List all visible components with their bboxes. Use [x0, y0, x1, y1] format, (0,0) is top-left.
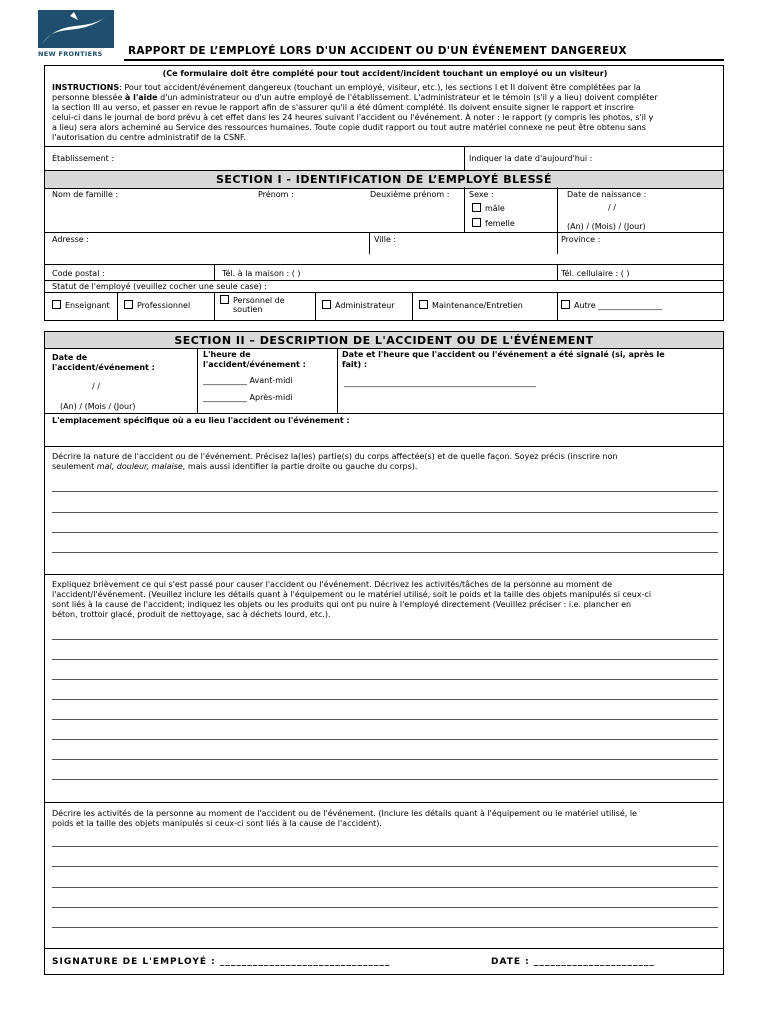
checkbox-icon[interactable]	[472, 218, 481, 227]
sex-male-option[interactable]: mâle	[472, 203, 505, 214]
postal-code-field[interactable]: Code postal :	[52, 269, 105, 278]
logo	[38, 10, 118, 60]
status-professional-option[interactable]: Professionnel	[124, 300, 190, 311]
accident-time-label: L'heure de	[203, 350, 251, 359]
instructions-label: INSTRUCTIONS	[52, 83, 120, 92]
location-field[interactable]: L'emplacement spécifique où a eu lieu l'accident ou l'événement :	[52, 416, 350, 425]
reported-label: Date et l'heure que l'accident ou l'événement a été signalé (si, après le	[342, 350, 665, 359]
reported-label: fait) :	[342, 360, 368, 369]
last-name-field[interactable]: Nom de famille :	[52, 190, 119, 199]
status-other-option[interactable]: Autre ________________	[561, 300, 662, 311]
instructions-text: : Pour tout accident/événement dangereux (touchant un employé, visiteur, etc.), les sections I et II doivent être complétées par la	[119, 83, 641, 92]
activities-instructions: Décrire les activités de la personne au moment de l'accident ou de l'événement. (Inclure les détails quant à l'équipement ou le matériel utilisé, le poids et la taille des objets manipulés si ceux-ci sont liés à la cause de l'accident).	[52, 809, 637, 828]
checkbox-icon[interactable]	[52, 300, 61, 309]
cell-phone-field[interactable]: Tél. cellulaire : ( )	[561, 269, 630, 278]
section-i-title: SECTION I - IDENTIFICATION DE L’EMPLOYÉ BLESSÉ	[216, 173, 552, 186]
instructions-text: l'autorisation du centre administratif de la CSNF.	[52, 133, 246, 142]
time-pm-field[interactable]: ___________ Après-midi	[203, 393, 293, 402]
sex-female-option[interactable]: femelle	[472, 218, 515, 229]
instructions-text: personne blessée	[52, 93, 125, 102]
form-section-ii-frame	[44, 331, 724, 975]
instructions-text: a lieu) sera alors acheminé au Service des ressources humaines. Toute copie dudit rapport ou tout autre matériel connexe ne peut être obtenu sans	[52, 123, 646, 132]
city-field[interactable]: Ville :	[374, 235, 397, 244]
employee-signature-field[interactable]: SIGNATURE DE L'EMPLOYÉ : _______________________________	[52, 957, 391, 967]
dob-slashes: / /	[608, 203, 616, 212]
status-teacher-option[interactable]: Enseignant	[52, 300, 110, 311]
accident-date-format: (An) / (Mois / (Jour)	[60, 402, 136, 411]
sex-label: Sexe :	[469, 190, 494, 199]
establishment-field[interactable]: Établissement :	[52, 154, 115, 163]
instructions-text: d'un administrateur ou d'un autre employé de l'établissement. L'administrateur et le témoin (s'il y a lieu) doivent compléter	[157, 93, 658, 102]
accident-date-label: Date de	[52, 353, 88, 362]
instructions-emphasis: à l'aide	[124, 93, 158, 102]
nature-instructions: Décrire la nature de l'accident ou de l'événement. Précisez la(les) partie(s) du corps affectée(s) et de quelle façon. Soyez précis (inscrire non seulement mal, douleur, malaise, mais aussi identifier la partie droite ou gauche du corps).	[52, 452, 618, 471]
dob-field[interactable]: Date de naissance :	[567, 190, 647, 199]
home-phone-field[interactable]: Tél. à la maison : ( )	[222, 269, 301, 278]
logo-swoosh-icon	[38, 10, 114, 48]
checkbox-icon[interactable]	[419, 300, 428, 309]
checkbox-icon[interactable]	[124, 300, 133, 309]
status-maintenance-option[interactable]: Maintenance/Entretien	[419, 300, 523, 311]
middle-name-field[interactable]: Deuxième prénom :	[370, 190, 450, 199]
checkbox-icon[interactable]	[472, 203, 481, 212]
first-name-field[interactable]: Prénom :	[258, 190, 294, 199]
cause-instructions: Expliquez brièvement ce qui s'est passé pour causer l'accident ou l'événement. Décrivez les activités/tâches de la personne au moment de l'accident/l'événement. (Veuillez inclure les détails quant à l'équipement ou le matériel utilisé, soit le poids et la taille des objets manipulés si ceux-ci sont liés à la cause de l'accident; indiquez les objets ou les produits qui ont pu nuire à l'employé directement (Veuillez préciser : i.e. plancher en béton, trottoir glacé, produit de nettoyage, sac à déchets lourd, etc.).	[52, 580, 652, 619]
section-ii-title: SECTION II – DESCRIPTION DE L'ACCIDENT OU DE L'ÉVÉNEMENT	[174, 334, 594, 347]
status-support-label: soutien	[233, 305, 263, 314]
checkbox-icon[interactable]	[220, 295, 229, 304]
status-admin-option[interactable]: Administrateur	[322, 300, 395, 311]
accident-date-slashes[interactable]: / /	[92, 382, 100, 391]
instructions-block	[52, 83, 720, 143]
checkbox-icon[interactable]	[561, 300, 570, 309]
form-subtitle: (Ce formulaire doit être complété pour tout accident/incident touchant un employé ou un visiteur)	[162, 69, 608, 78]
accident-time-label: l'accident/événement :	[203, 360, 306, 369]
accident-date-label: l'accident/événement :	[52, 363, 155, 372]
employee-status-label: Statut de l'employé (veuillez cocher une seule case) :	[52, 282, 267, 291]
checkbox-icon[interactable]	[322, 300, 331, 309]
today-date-field[interactable]: Indiquer la date d'aujourd'hui :	[469, 154, 593, 163]
time-am-field[interactable]: ___________ Avant-midi	[203, 376, 293, 385]
instructions-text: la section III au verso, et passer en revue le rapport afin de s'assurer qu'il a été dûment complété. Ils doivent ensuite signer le rapport et inscrire	[52, 103, 634, 112]
page-title: RAPPORT DE L’EMPLOYÉ LORS D'UN ACCIDENT OU D'UN ÉVÉNEMENT DANGEREUX	[128, 45, 627, 57]
address-field[interactable]: Adresse :	[52, 235, 89, 244]
province-field[interactable]: Province :	[561, 235, 601, 244]
logo-text: NEW FRONTIERS	[38, 50, 103, 58]
reported-field[interactable]: ________________________________________________	[344, 378, 536, 387]
dob-format: (An) / (Mois) / (Jour)	[567, 222, 646, 231]
instructions-text: celui-ci dans le journal de bord prévu à cet effet dans les 24 heures suivant l'accident ou l'événement. À noter : le rapport (y compris les photos, s'il y	[52, 113, 654, 122]
signature-date-field[interactable]: DATE : ______________________	[491, 957, 655, 967]
status-support-option[interactable]: Personnel de	[220, 295, 285, 306]
